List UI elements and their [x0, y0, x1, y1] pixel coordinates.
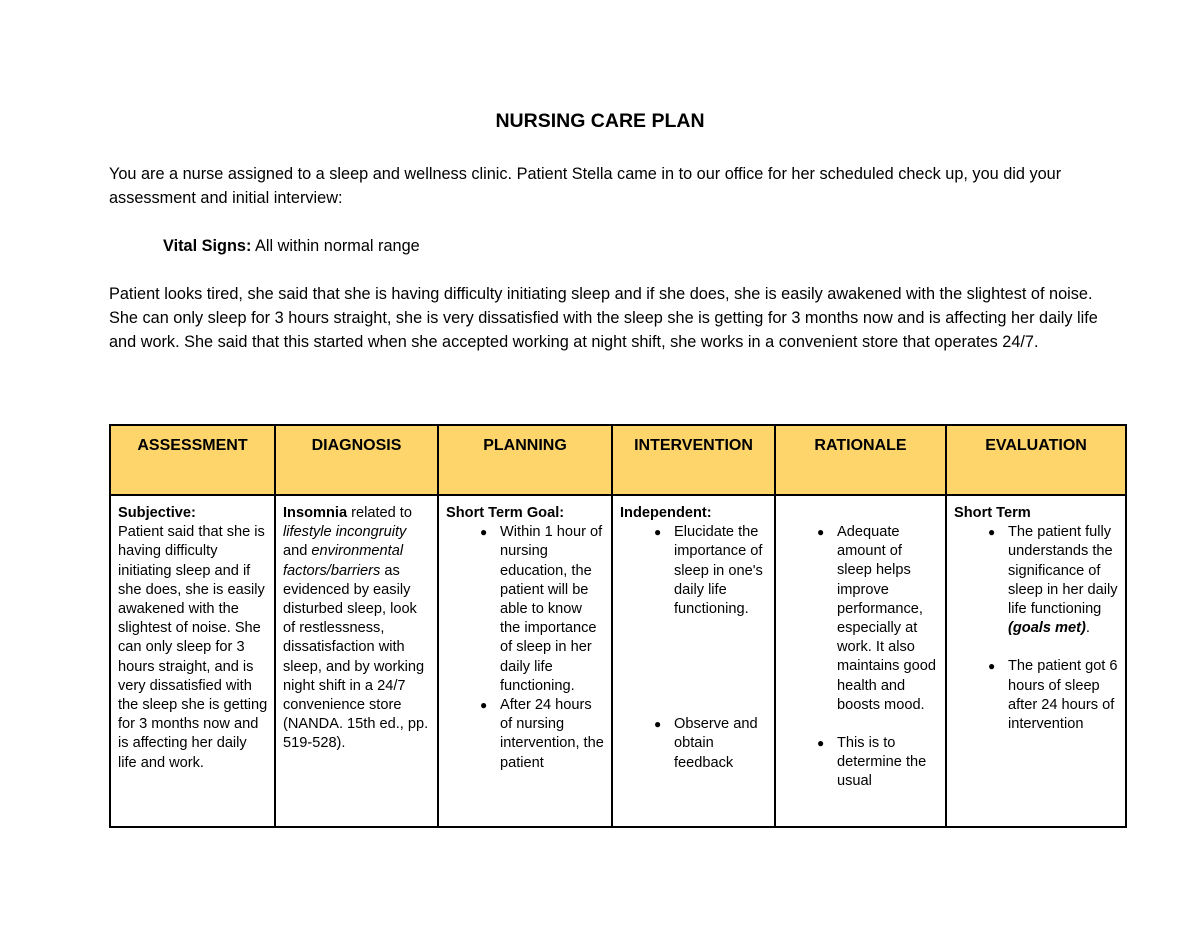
bullet-icon: ● [654, 525, 662, 540]
vital-signs [163, 234, 420, 258]
intervention-heading: Independent: [620, 505, 712, 521]
bullet-icon: ● [654, 717, 662, 732]
table-row [110, 495, 1126, 827]
planning-cell [438, 495, 612, 827]
intervention-list [620, 523, 768, 773]
planning-item-2: After 24 hours of nursing intervention, the patient [500, 697, 604, 771]
rationale-item-2: This is to determine the usual [837, 735, 927, 790]
planning-list [446, 523, 605, 773]
diagnosis-i2: environmental factors/barriers [283, 543, 404, 579]
diagnosis-t1: related to [347, 505, 412, 521]
bullet-icon: ● [817, 525, 825, 539]
vital-signs-label: Vital Signs: [163, 237, 252, 255]
header-rationale: RATIONALE [775, 425, 946, 495]
list-item [783, 523, 939, 715]
bullet-icon: ● [988, 659, 996, 674]
rationale-list [783, 523, 939, 792]
list-item [954, 657, 1119, 734]
vital-signs-value: All within normal range [251, 237, 420, 255]
intro-text: You are a nurse assigned to a sleep and wellness clinic. Patient Stella came in to our office for her scheduled check up, you did your assessment and initial interview: [109, 165, 1062, 207]
evaluation-heading: Short Term [954, 505, 1031, 521]
list-item [446, 523, 605, 696]
list-item [954, 523, 1119, 638]
bullet-icon: ● [817, 736, 825, 751]
table-header-row [110, 425, 1126, 495]
assessment-text: Patient said that she is having difficulty initiating sleep and if she does, she is easily awakened with the slightest of noise. She can only sleep for 3 hours straight, and is very dissatisfied with the sleep she is getting for 3 months now and is affecting her daily life and work. [118, 524, 268, 771]
bullet-icon: ● [480, 525, 488, 540]
bullet-icon: ● [480, 698, 488, 713]
planning-item-1: Within 1 hour of nursing education, the patient will be able to know the importance of sleep in her daily life functioning. [500, 524, 603, 694]
evaluation-list [954, 523, 1119, 734]
diagnosis-t3: as evidenced by easily disturbed sleep, look of restlessness, dissatisfaction with sleep, and by working night shift in a 24/7 convenience store (NANDA. 15th ed., pp. 519-528). [283, 562, 429, 752]
goals-met: (goals met) [1008, 620, 1086, 637]
diagnosis-cell [275, 495, 438, 827]
evaluation-cell [946, 495, 1126, 827]
rationale-cell [775, 495, 946, 827]
diagnosis-text [283, 504, 431, 818]
list-item [446, 696, 605, 773]
assessment-heading: Subjective: [118, 505, 196, 521]
list-item [620, 523, 768, 619]
intervention-item-2: Observe and obtain feedback [674, 716, 758, 771]
list-item [783, 734, 939, 792]
diagnosis-i1: lifestyle incongruity [283, 524, 407, 541]
planning-heading: Short Term Goal: [446, 505, 565, 521]
header-intervention: INTERVENTION [612, 425, 775, 495]
rationale-item-1: Adequate amount of sleep helps improve performance, especially at work. It also maintains good health and boosts mood. [837, 524, 936, 713]
intervention-cell [612, 495, 775, 827]
bullet-icon: ● [988, 525, 996, 540]
evaluation-item-2: The patient got 6 hours of sleep after 24 hours of intervention [1008, 658, 1118, 733]
diagnosis-bold: Insomnia [283, 505, 348, 521]
evaluation-item-1-end: . [1085, 620, 1090, 637]
header-assessment: ASSESSMENT [110, 425, 275, 495]
header-evaluation: EVALUATION [946, 425, 1126, 495]
header-diagnosis: DIAGNOSIS [275, 425, 438, 495]
list-item [620, 715, 768, 773]
care-plan-table [109, 424, 1127, 828]
page-title: NURSING CARE PLAN [495, 110, 705, 132]
intervention-item-1: Elucidate the importance of sleep in one's daily life functioning. [674, 524, 763, 618]
header-planning: PLANNING [438, 425, 612, 495]
patient-description: Patient looks tired, she said that she is having difficulty initiating sleep and if she does, she is easily awakened with the slightest of noise. She can only sleep for 3 hours straight, she is very dissatisfied with the sleep she is getting for 3 months now and is affecting her daily life and work. She said that this started when she accepted working at night shift, she works in a convenient store that operates 24/7. [109, 285, 1098, 352]
assessment-cell [110, 495, 275, 827]
diagnosis-t2: and [283, 543, 312, 560]
evaluation-item-1: The patient fully understands the significance of sleep in her daily life functioning [1008, 524, 1118, 618]
